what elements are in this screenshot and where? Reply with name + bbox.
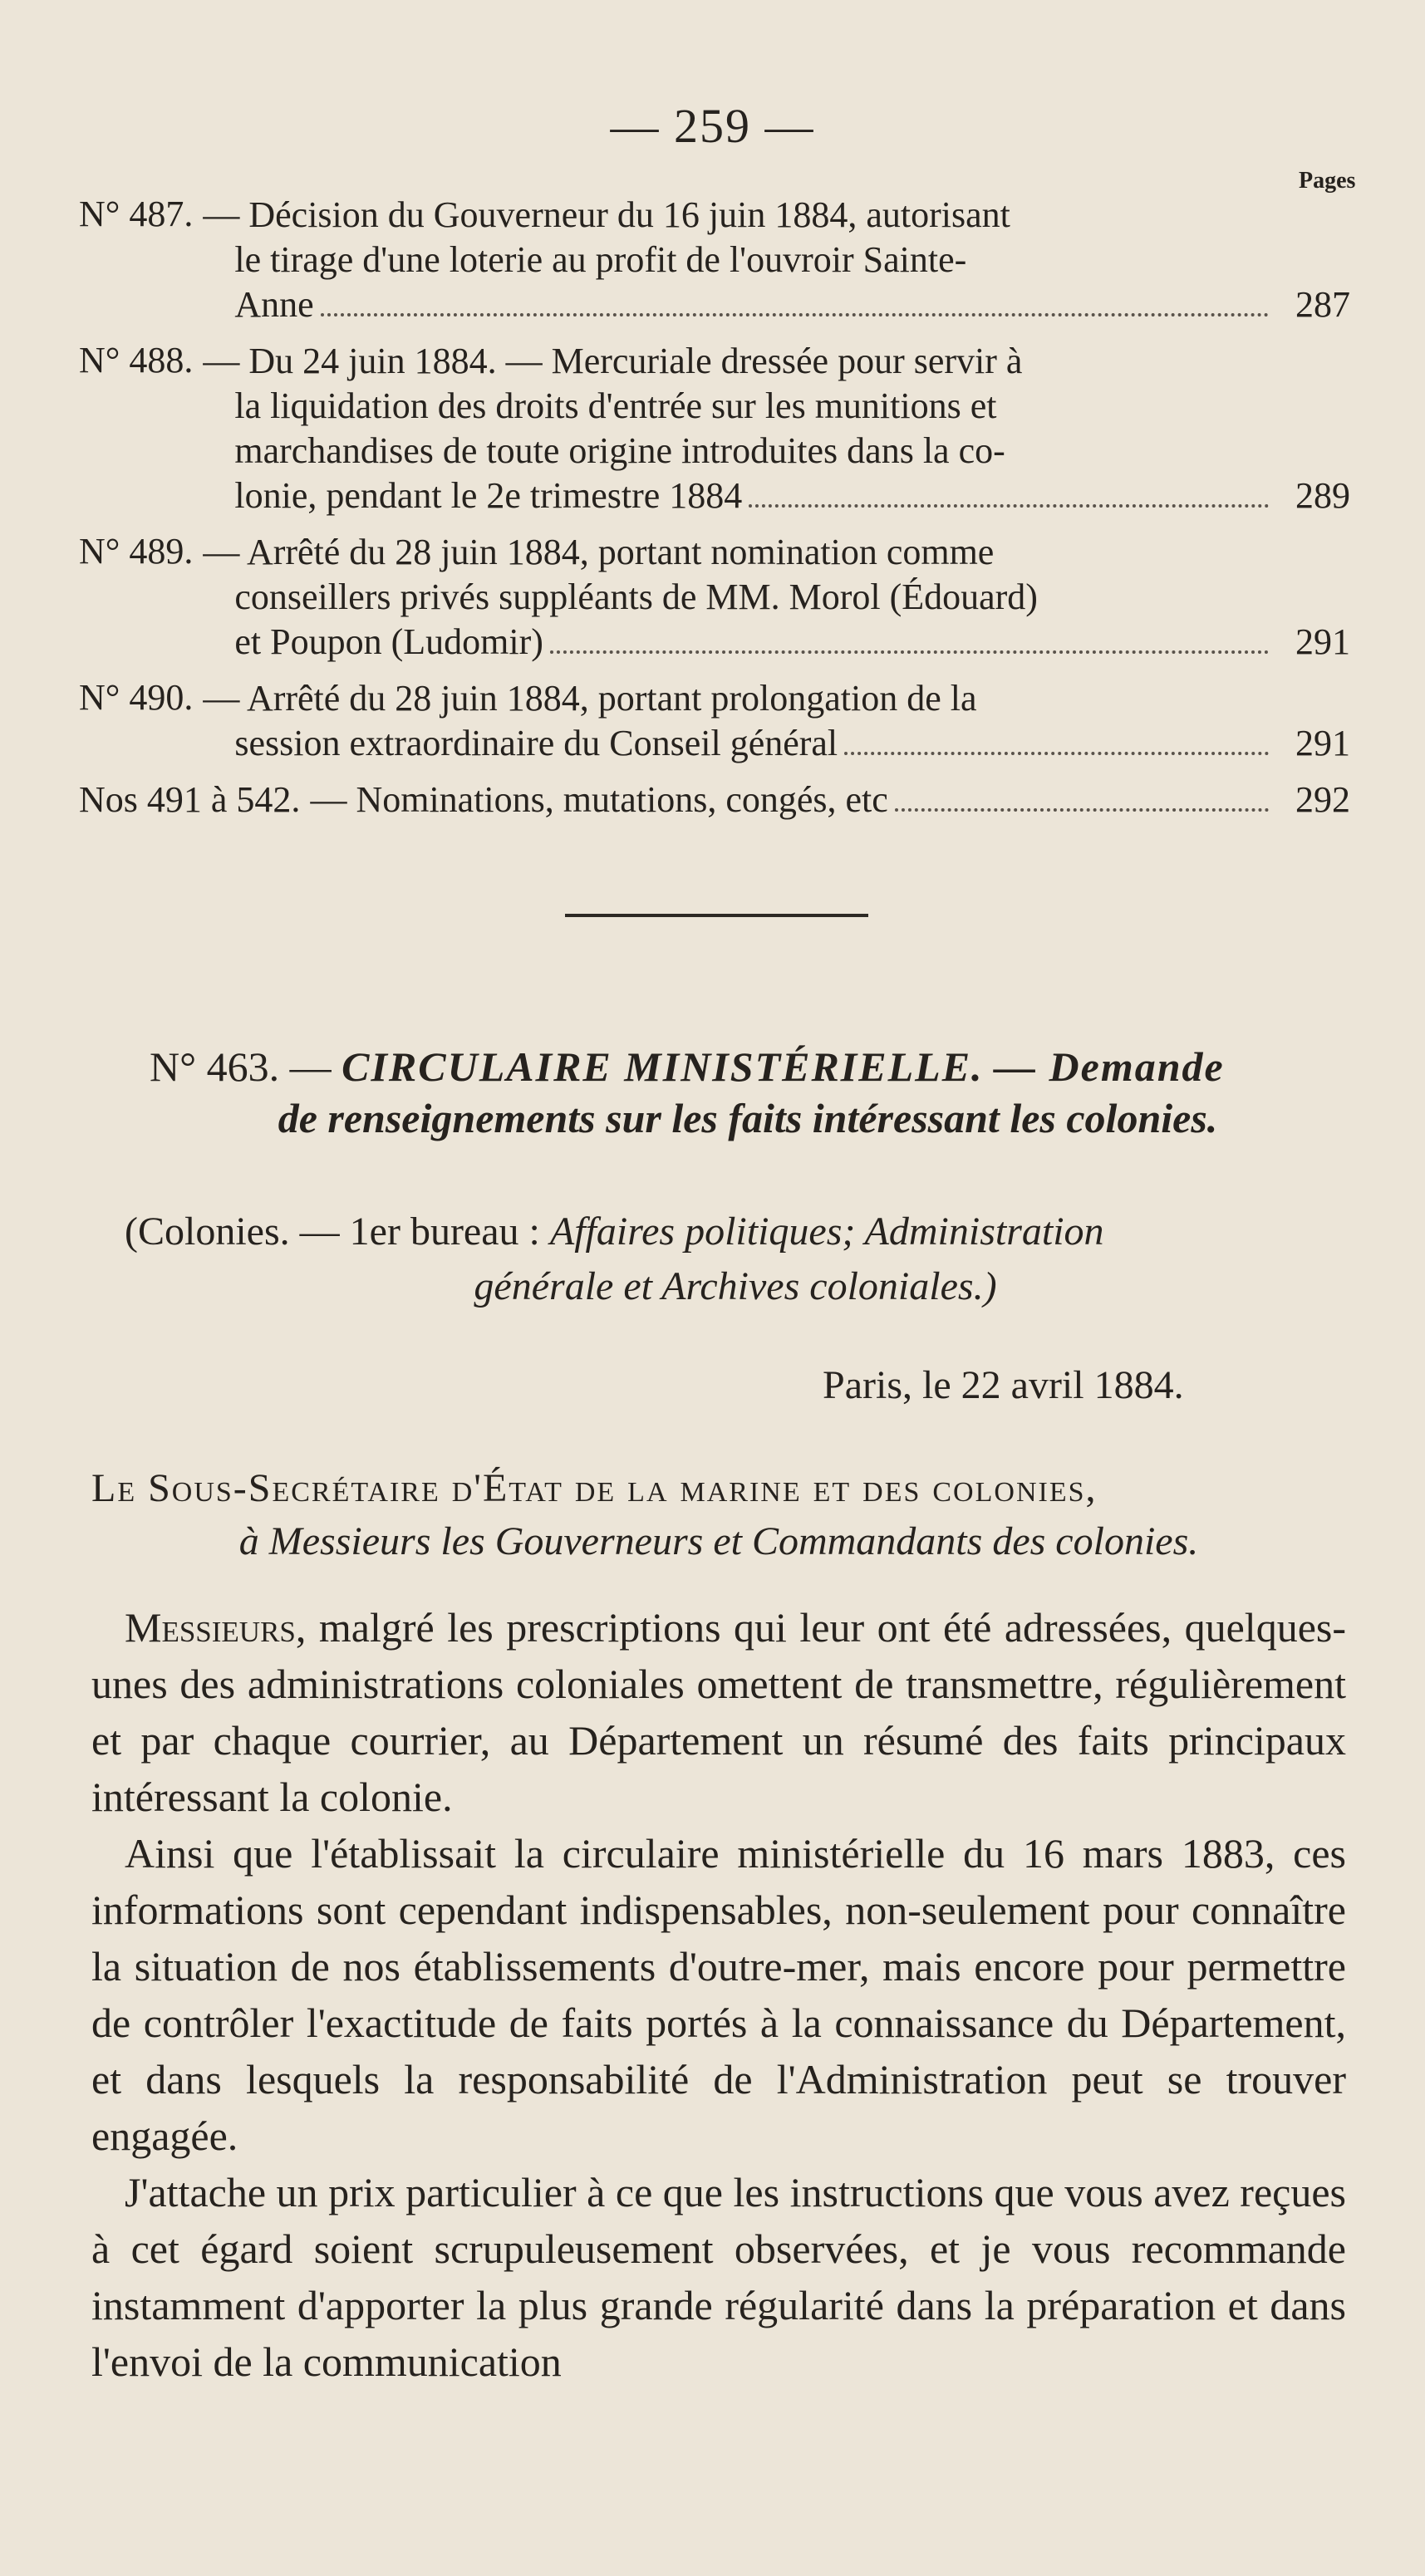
document-heading [150, 1041, 1346, 1144]
toc-entry [79, 676, 1350, 766]
recipient: à Messieurs les Gouverneurs et Commandants des colonies. [238, 1519, 1199, 1563]
dot-leader [749, 504, 1269, 508]
dot-leader [321, 313, 1269, 316]
dot-leader [550, 650, 1269, 654]
entry-text: — Arrêté du 28 juin 1884, portant nomination comme [203, 532, 995, 572]
entry-number: N° 489. [79, 531, 194, 572]
pages-column-label: Pages [1299, 168, 1356, 194]
paragraph-text: malgré les prescriptions qui leur ont été adressées, quelques-unes des administrations coloniales omettent de transmettre, régulièrement et par chaque courrier, au Département un résumé des faits principaux intéressant la colonie. [91, 1604, 1346, 1820]
heading-tail: — Demande [994, 1043, 1225, 1090]
entry-text: le tirage d'une loterie au profit de l'ouvroir Sainte- [234, 239, 967, 280]
entry-text: la liquidation des droits d'entrée sur les munitions et [234, 385, 997, 426]
paragraph [91, 1825, 1346, 2164]
entry-page: 289 [1295, 475, 1350, 516]
office-italic: Affaires politiques; Administration [549, 1209, 1104, 1254]
heading-number: N° 463. — [150, 1043, 332, 1090]
entry-number: Nos 491 à 542. [79, 779, 301, 820]
entry-text: — Décision du Gouverneur du 16 juin 1884, autorisant [203, 194, 1010, 235]
entry-text: session extraordinaire du Conseil général [234, 723, 838, 763]
paragraph [91, 2164, 1346, 2390]
entry-text: Anne [234, 284, 314, 325]
toc-entry [79, 778, 1350, 822]
entry-text: — Nominations, mutations, congés, etc [310, 779, 888, 820]
office-line-2: générale et Archives coloniales.) [474, 1264, 997, 1308]
entry-page: 291 [1295, 621, 1350, 662]
table-of-contents [79, 193, 1350, 834]
entry-text: et Poupon (Ludomir) [234, 621, 543, 662]
dot-leader [895, 808, 1269, 812]
address-block [91, 1462, 1346, 1568]
entry-page: 291 [1295, 723, 1350, 763]
issuing-office [125, 1205, 1346, 1314]
paragraph-text: J'attache un prix particulier à ce que les instructions que vous avez reçues à cet égard soient scrupuleusement observées, et je vous recommande instamment d'apporter la plus grande régularité dans la préparation et dans l'envoi de la communication [91, 2169, 1346, 2385]
dateline: Paris, le 22 avril 1884. [823, 1363, 1184, 1407]
entry-number: N° 488. [79, 340, 194, 380]
heading-title: CIRCULAIRE MINISTÉRIELLE. [342, 1043, 984, 1090]
toc-entry [79, 193, 1350, 327]
salutation: Messieurs, [125, 1604, 307, 1651]
body-text [91, 1599, 1346, 2390]
entry-text: — Du 24 juin 1884. — Mercuriale dressée pour servir à [203, 341, 1023, 381]
entry-text: conseillers privés suppléants de MM. Morol (Édouard) [234, 577, 1038, 617]
entry-text: marchandises de toute origine introduites dans la co- [234, 430, 1005, 471]
entry-text: lonie, pendant le 2e trimestre 1884 [234, 475, 743, 516]
entry-text: — Arrêté du 28 juin 1884, portant prolongation de la [203, 678, 977, 719]
toc-entry [79, 339, 1350, 518]
toc-entry [79, 530, 1350, 665]
entry-number: N° 487. [79, 194, 194, 234]
sender: Le Sous-Secrétaire d'État de la marine et des colonies, [91, 1466, 1098, 1510]
office-prefix: (Colonies. — 1er bureau : [125, 1209, 540, 1254]
dot-leader [844, 752, 1269, 755]
entry-page: 287 [1295, 284, 1350, 325]
page-number: — 259 — [610, 99, 815, 153]
heading-subtitle: de renseignements sur les faits intéressant les colonies. [278, 1095, 1218, 1141]
section-divider [565, 914, 868, 917]
paragraph [91, 1599, 1346, 1825]
entry-page: 292 [1295, 779, 1350, 820]
paragraph-text: Ainsi que l'établissait la circulaire ministérielle du 16 mars 1883, ces informations sont cependant indispensables, non-seulement pour connaître la situation de nos établissements d'outre-mer, mais encore pour permettre de contrôler l'exactitude de faits portés à la connaissance du Département, et dans lesquels la responsabilité de l'Administration peut se trouver engagée. [91, 1830, 1346, 2159]
entry-number: N° 490. [79, 677, 194, 718]
